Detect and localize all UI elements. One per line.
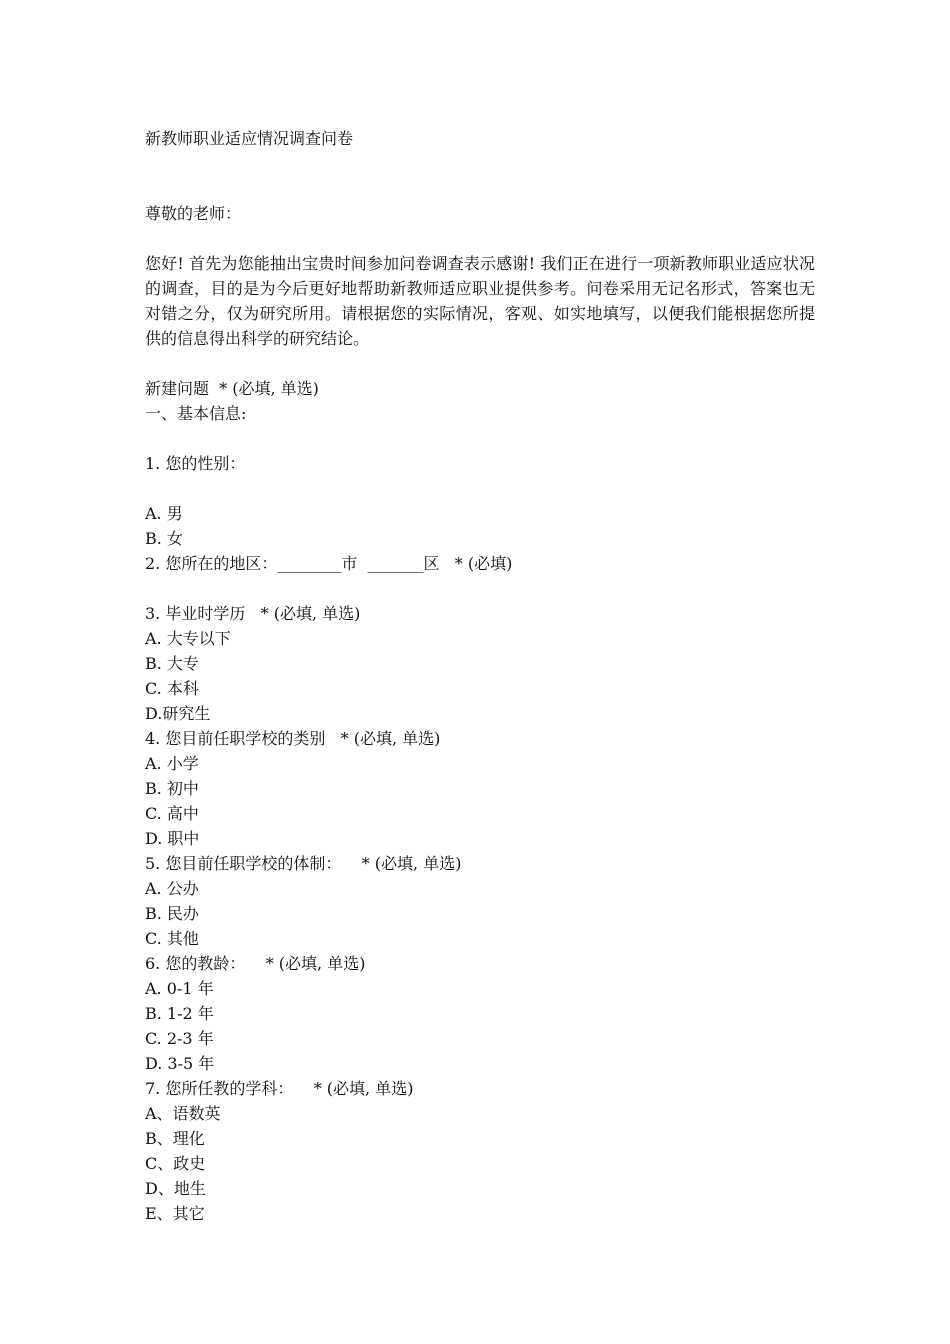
q6-option-c[interactable]: C. 2-3 年 xyxy=(145,1029,214,1048)
q5-option-b[interactable]: B. 民办 xyxy=(145,904,199,923)
q2-text: 2. 您所在的地区：________市 _______区 * (必填) xyxy=(145,554,513,573)
q5-option-c[interactable]: C. 其他 xyxy=(145,929,199,948)
q6-option-a[interactable]: A. 0-1 年 xyxy=(145,979,214,998)
q7-option-e[interactable]: E、其它 xyxy=(145,1204,205,1223)
q1-option-b[interactable]: B. 女 xyxy=(145,529,183,548)
q4-option-b[interactable]: B. 初中 xyxy=(145,779,199,798)
q3-option-c[interactable]: C. 本科 xyxy=(145,679,199,698)
intro-paragraph: 您好! 首先为您能抽出宝贵时间参加问卷调查表示感谢! 我们正在进行一项新教师职业适应状况的调查，目的是为今后更好地帮助新教师适应职业提供参考。问卷采用无记名形式，答案也无对错之分，仅为研究所用。请根据您的实际情况，客观、如实地填写，以便我们能根据您所提供的信息得出科学的研究结论。 xyxy=(145,254,815,348)
q3-text: 3. 毕业时学历 * (必填, 单选) xyxy=(145,604,361,623)
q4-option-d[interactable]: D. 职中 xyxy=(145,829,200,848)
q6-option-b[interactable]: B. 1-2 年 xyxy=(145,1004,214,1023)
q7-text: 7. 您所任教的学科： * (必填, 单选) xyxy=(145,1079,414,1098)
q1-option-a[interactable]: A. 男 xyxy=(145,504,183,523)
q3-option-b[interactable]: B. 大专 xyxy=(145,654,199,673)
q6-text: 6. 您的教龄： * (必填, 单选) xyxy=(145,954,366,973)
section-heading: 一、基本信息: xyxy=(145,404,247,423)
q3-option-d[interactable]: D.研究生 xyxy=(145,704,211,723)
q4-option-c[interactable]: C. 高中 xyxy=(145,804,199,823)
q7-option-a[interactable]: A、语数英 xyxy=(145,1104,221,1123)
q4-text: 4. 您目前任职学校的类别 * (必填, 单选) xyxy=(145,729,441,748)
q6-option-d[interactable]: D. 3-5 年 xyxy=(145,1054,215,1073)
new-question-line: 新建问题 * (必填, 单选) xyxy=(145,379,319,398)
document-body xyxy=(145,126,815,1226)
q7-option-c[interactable]: C、政史 xyxy=(145,1154,206,1173)
q4-option-a[interactable]: A. 小学 xyxy=(145,754,199,773)
document-title: 新教师职业适应情况调查问卷 xyxy=(145,129,354,148)
salutation: 尊敬的老师： xyxy=(145,204,242,223)
q3-option-a[interactable]: A. 大专以下 xyxy=(145,629,231,648)
q5-option-a[interactable]: A. 公办 xyxy=(145,879,199,898)
q1-text: 1. 您的性别： xyxy=(145,454,246,473)
q7-option-d[interactable]: D、地生 xyxy=(145,1179,206,1198)
q5-text: 5. 您目前任职学校的体制： * (必填, 单选) xyxy=(145,854,462,873)
q7-option-b[interactable]: B、理化 xyxy=(145,1129,205,1148)
